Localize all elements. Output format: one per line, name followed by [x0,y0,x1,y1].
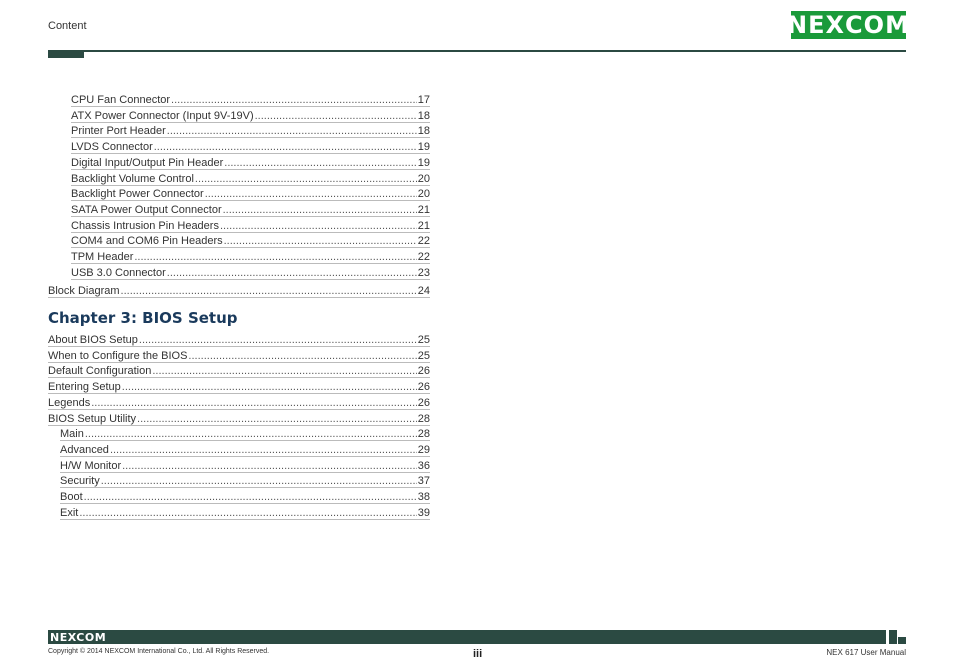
toc-leader-dots [188,349,416,363]
toc-leader-dots [121,284,417,298]
toc-entry-page: 19 [417,156,430,169]
toc-entry[interactable] [48,333,430,347]
toc-entry[interactable] [60,443,430,457]
toc-leader-dots [101,474,417,488]
toc-entry-page: 26 [417,381,430,394]
toc-entry-page: 21 [417,219,430,232]
toc-leader-dots [255,109,417,123]
manual-title: NEX 617 User Manual [826,648,906,657]
toc-entry-rule [71,200,430,201]
toc-entry-rule [48,425,430,426]
toc-entry[interactable] [71,203,430,217]
toc-entry[interactable] [48,284,430,298]
toc-entry-rule [71,232,430,233]
toc-entry-page: 25 [417,349,430,362]
toc-entry-label: About BIOS Setup [48,334,138,346]
toc-entry[interactable] [60,459,430,473]
toc-entry-page: 28 [417,412,430,425]
footer-bar [48,630,886,644]
toc-entry-page: 22 [417,235,430,248]
toc-entry-rule [71,279,430,280]
footer-square-small-icon [898,637,906,644]
toc-leader-dots [195,172,417,186]
toc-leader-dots [171,93,417,107]
toc-entry-rule [71,137,430,138]
toc-entry[interactable] [71,234,430,248]
toc-leader-dots [220,219,417,233]
toc-entry-rule [71,122,430,123]
footer-logo: NEXCOM [50,631,107,644]
toc-entry[interactable] [48,396,430,410]
toc-entry-page: 20 [417,188,430,201]
toc-entry-page: 39 [417,506,430,519]
toc-entry[interactable] [48,364,430,378]
toc-entry[interactable] [48,349,430,363]
toc-entry-rule [71,153,430,154]
toc-entry-label: Boot [60,491,83,503]
toc-entry-page: 21 [417,203,430,216]
toc-entry-page: 29 [417,443,430,456]
toc-leader-dots [224,156,416,170]
toc-entry-page: 38 [417,491,430,503]
toc-entry-label: CPU Fan Connector [71,94,171,106]
toc-entry-label: ATX Power Connector (Input 9V-19V) [71,109,254,122]
toc-entry-label: SATA Power Output Connector [71,203,222,216]
toc-entry-label: Digital Input/Output Pin Header [71,156,224,169]
logo-text-left: NE [787,11,826,39]
toc-leader-dots [224,234,417,248]
toc-leader-dots [205,187,417,201]
toc-entry-page: 37 [417,475,430,488]
toc-entry-label: TPM Header [71,251,134,263]
toc-entry-rule [60,519,430,520]
toc-entry[interactable] [60,490,430,504]
toc-entry[interactable] [71,93,430,107]
toc-entry-rule [48,362,430,363]
toc-leader-dots [139,333,417,347]
page-number: iii [473,648,483,660]
toc-entry[interactable] [71,124,430,138]
toc-entry-label: Exit [60,506,79,519]
toc-entry-rule [60,503,430,504]
toc-leader-dots [122,459,417,473]
toc-entry-page: 24 [417,285,430,298]
toc-entry-rule [48,377,430,378]
toc-entry-rule [71,216,430,217]
toc-entry-label: BIOS Setup Utility [48,412,137,425]
toc-entry-rule [60,456,430,457]
copyright-text: Copyright © 2014 NEXCOM International Co., Ltd. All Rights Reserved. [48,648,270,655]
toc-entry[interactable] [71,172,430,186]
toc-entry-rule [71,263,430,264]
toc-leader-dots [134,250,416,264]
toc-leader-dots [79,506,416,520]
toc-entry-page: 20 [417,172,430,185]
toc-leader-dots [154,140,417,154]
toc-entry[interactable] [71,266,430,280]
header-section-title: Content [48,20,87,32]
toc-entry-page: 18 [417,109,430,122]
toc-entry-page: 22 [417,251,430,263]
toc-leader-dots [152,364,416,378]
header-rule [48,50,906,52]
toc-entry-label: Advanced [60,443,109,456]
toc-entry-label: Backlight Power Connector [71,188,204,201]
toc-entry[interactable] [71,109,430,123]
toc-entry-label: Main [60,428,84,441]
toc-entry-page: 26 [417,365,430,378]
logo-text-right: COM [845,11,910,39]
toc-entry-rule [71,169,430,170]
toc-entry-rule [48,297,430,298]
toc-leader-dots [137,412,417,426]
toc-entry-label: Security [60,475,100,488]
toc-entry-label: Entering Setup [48,381,121,394]
toc-entry[interactable] [48,412,430,426]
toc-entry-page: 36 [417,459,430,472]
toc-entry-label: USB 3.0 Connector [71,266,166,279]
toc-entry-label: H/W Monitor [60,459,122,472]
toc-entry-page: 28 [417,428,430,441]
toc-entry-page: 18 [417,125,430,138]
toc-leader-dots [110,443,417,457]
toc-entry-page: 17 [417,94,430,106]
logo-text-x: X [825,11,846,39]
toc-leader-dots [223,203,417,217]
toc-entry[interactable] [60,506,430,520]
toc-entry[interactable] [71,219,430,233]
chapter-heading: Chapter 3: BIOS Setup [48,309,238,327]
toc-entry-label: Printer Port Header [71,125,166,138]
toc-entry[interactable] [71,140,430,154]
toc-entry-rule [71,106,430,107]
toc-entry-rule [48,346,430,347]
toc-entry-label: Chassis Intrusion Pin Headers [71,219,219,232]
toc-leader-dots [167,266,417,280]
toc-entry-label: When to Configure the BIOS [48,349,188,362]
toc-leader-dots [167,124,417,138]
toc-entry-label: LVDS Connector [71,141,153,154]
toc-entry-rule [48,393,430,394]
toc-entry[interactable] [71,156,430,170]
toc-entry-rule [60,472,430,473]
footer-square-icon [889,630,897,644]
toc-entry-page: 23 [417,266,430,279]
toc-leader-dots [122,380,417,394]
toc-entry[interactable] [48,380,430,394]
header-accent-block [48,50,84,58]
toc-entry-rule [71,247,430,248]
toc-entry[interactable] [60,427,430,441]
toc-entry-page: 25 [417,334,430,346]
toc-leader-dots [84,490,417,504]
toc-entry[interactable] [71,187,430,201]
toc-entry-label: Legends [48,396,91,409]
toc-entry-label: COM4 and COM6 Pin Headers [71,235,223,248]
toc-entry-rule [60,440,430,441]
nexcom-logo [787,11,910,39]
toc-entry-label: Block Diagram [48,285,120,298]
toc-leader-dots [91,396,417,410]
toc-entry-page: 26 [417,396,430,409]
toc-leader-dots [85,427,417,441]
toc-entry[interactable] [71,250,430,264]
toc-entry-page: 19 [417,141,430,154]
toc-entry-label: Backlight Volume Control [71,172,194,185]
toc-entry-label: Default Configuration [48,365,152,378]
toc-entry-rule [48,409,430,410]
toc-entry-rule [71,185,430,186]
toc-entry[interactable] [60,474,430,488]
toc-entry-rule [60,487,430,488]
